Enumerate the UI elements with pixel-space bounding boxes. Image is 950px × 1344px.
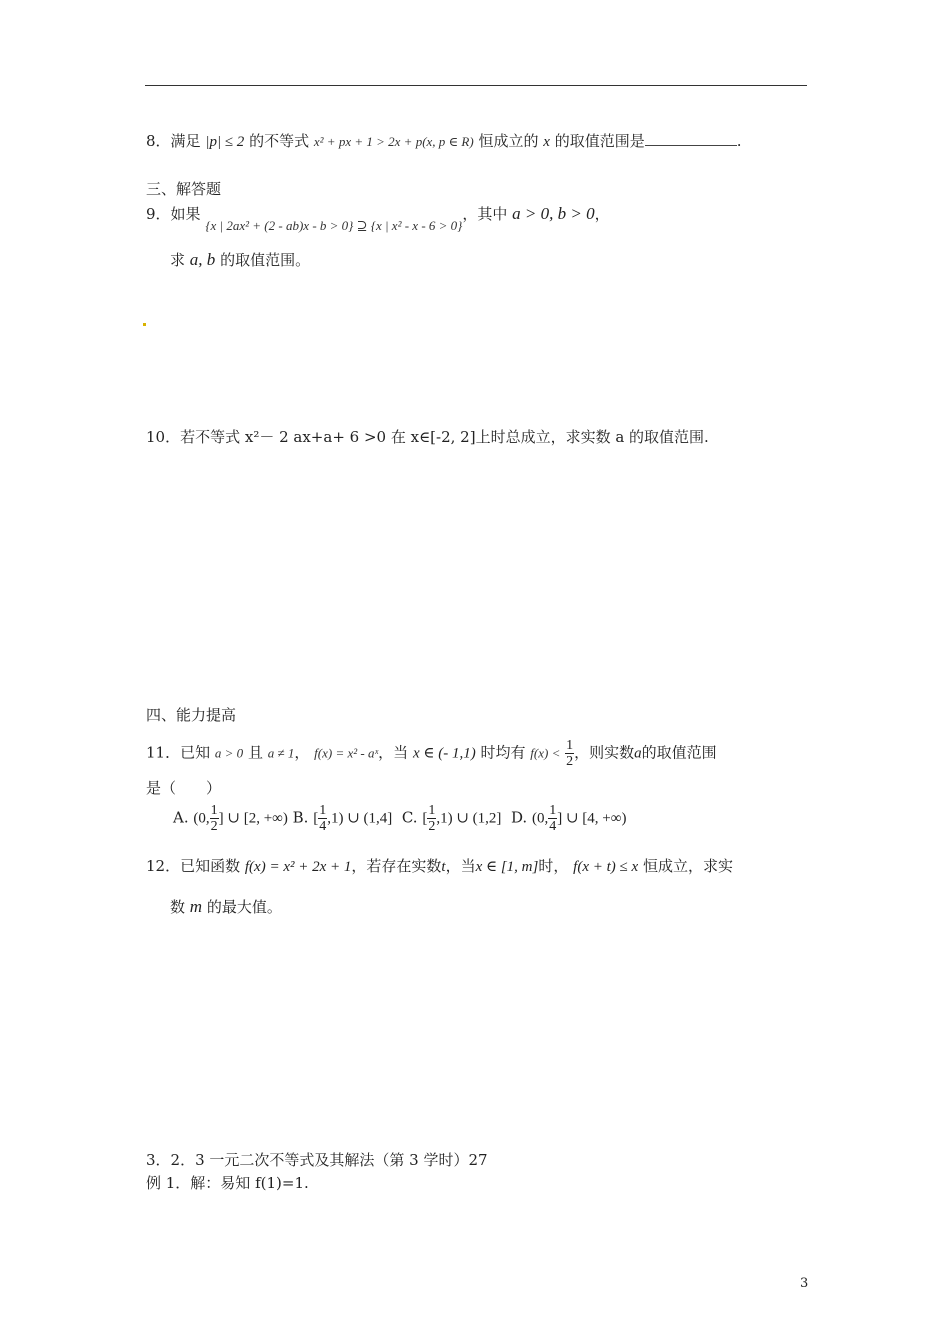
q9-sets: {x | 2ax² + (2 - ab)x - b > 0} ⊇ {x | x² - x - 6 > 0}	[205, 218, 463, 233]
fraction-numerator: 1	[566, 738, 574, 753]
page-number: 3	[800, 1276, 809, 1291]
q9-variables: a, b	[189, 250, 216, 269]
example-1-solution: 例 1．解：易知 f(1)=1.	[146, 1174, 309, 1192]
q11-text-2: ，	[294, 743, 310, 762]
option-c-fraction	[427, 803, 436, 834]
option-d-fraction	[548, 803, 557, 834]
option-d-suffix: ] ∪ [4, +∞)	[557, 810, 627, 827]
q11-text-5: ，则实数	[574, 743, 635, 762]
fraction-denominator: 2	[210, 819, 218, 834]
q12-text-1: ，若存在实数	[351, 857, 442, 875]
option-c-prefix: [	[422, 810, 428, 827]
fraction-numerator: 1	[319, 803, 327, 818]
q12-variable-m: m	[189, 897, 203, 916]
q12-line2-a: 数	[170, 898, 186, 916]
q8-text-2: 恒成立的	[478, 132, 539, 150]
q8-answer-blank	[645, 132, 737, 146]
q12-number: 12．已知函数	[146, 857, 241, 875]
fraction-numerator: 1	[549, 803, 557, 818]
q12-inequality: f(x + t) ≤ x	[573, 859, 639, 875]
question-12	[146, 856, 733, 877]
option-b-suffix: ,1) ∪ (1,4]	[327, 810, 393, 827]
option-a-fraction	[210, 803, 219, 834]
q9-text-1b: ，	[594, 205, 610, 223]
q12-variable-t: t	[441, 859, 446, 875]
fraction-denominator: 4	[549, 819, 557, 834]
answer-section-title: 3．2．3 一元二次不等式及其解法（第 3 学时）27	[146, 1151, 488, 1169]
q11-line-2: 是（ ）	[146, 779, 222, 797]
question-10: 10．若不等式 x²－ 2 ax+a+ 6 >0 在 x∈[-2, 2]上时总成立，求实数 a 的取值范围.	[146, 428, 709, 446]
q11-domain: x ∈ (- 1,1)	[412, 745, 476, 762]
option-b-label: B.	[292, 808, 309, 827]
q9-text-1: ，其中	[462, 205, 508, 223]
fraction-denominator: 2	[428, 819, 436, 834]
option-a-suffix: ] ∪ [2, +∞)	[218, 810, 288, 827]
q8-number: 8．满足	[146, 132, 201, 150]
option-a-label: A.	[173, 808, 189, 827]
q8-inequality: x² + px + 1 > 2x + p(x, p ∈ R)	[313, 134, 474, 149]
q12-line2-b: 的最大值。	[206, 898, 282, 916]
q11-condition-2: a ≠ 1	[267, 745, 295, 761]
q11-function: f(x) = x² - aˣ	[314, 745, 379, 761]
q11-options	[173, 803, 626, 834]
q8-text-3: 的取值范围是	[554, 132, 645, 150]
question-9-line-2	[170, 250, 310, 270]
fraction-numerator: 1	[210, 803, 218, 818]
option-b-fraction	[318, 803, 327, 834]
q12-text-2: ，当	[445, 857, 476, 875]
option-d-label: D.	[510, 808, 528, 827]
q11-inequality: f(x) <	[530, 745, 561, 761]
q11-condition-1: a > 0	[214, 745, 244, 761]
stray-mark	[143, 323, 146, 326]
q8-variable: x	[543, 134, 550, 150]
q9-condition: a > 0, b > 0	[512, 204, 595, 223]
section-3-heading: 三、解答题	[146, 180, 222, 198]
q11-half-fraction	[565, 738, 574, 769]
fraction-numerator: 1	[428, 803, 436, 818]
q12-text-3: 时，	[538, 857, 569, 875]
option-c-suffix: ,1) ∪ (1,2]	[436, 810, 502, 827]
section-4-heading: 四、能力提高	[146, 706, 237, 724]
q12-function: f(x) = x² + 2x + 1	[244, 859, 352, 875]
question-12-line-2	[170, 897, 282, 917]
q11-text-1: 且	[247, 743, 263, 762]
q8-text-1: 的不等式	[249, 132, 310, 150]
q11-text-6: 的取值范围	[641, 743, 717, 762]
fraction-denominator: 4	[319, 819, 327, 834]
q8-condition: |p| ≤ 2	[205, 134, 245, 150]
header-rule	[145, 85, 807, 86]
option-d-prefix: (0,	[531, 810, 549, 827]
question-8	[146, 131, 742, 152]
q11-number: 11．已知	[146, 743, 211, 762]
q8-end: .	[736, 132, 742, 150]
option-c-label: C.	[401, 808, 418, 827]
q11-variable: a	[634, 745, 642, 762]
fraction-denominator: 2	[566, 754, 574, 769]
q11-text-3: ，当	[378, 743, 409, 762]
q9-text-3: 的取值范围。	[220, 251, 311, 269]
option-a-prefix: (0,	[193, 810, 210, 827]
q12-domain: x ∈ [1, m]	[475, 859, 539, 875]
q9-text-2: 求	[170, 251, 186, 269]
q11-text-4: 时均有	[480, 743, 526, 762]
option-b-prefix: [	[313, 810, 319, 827]
q9-number: 9．如果	[146, 205, 201, 223]
question-9	[146, 204, 610, 233]
q12-text-4: 恒成立，求实	[642, 857, 733, 875]
question-11	[146, 738, 717, 769]
